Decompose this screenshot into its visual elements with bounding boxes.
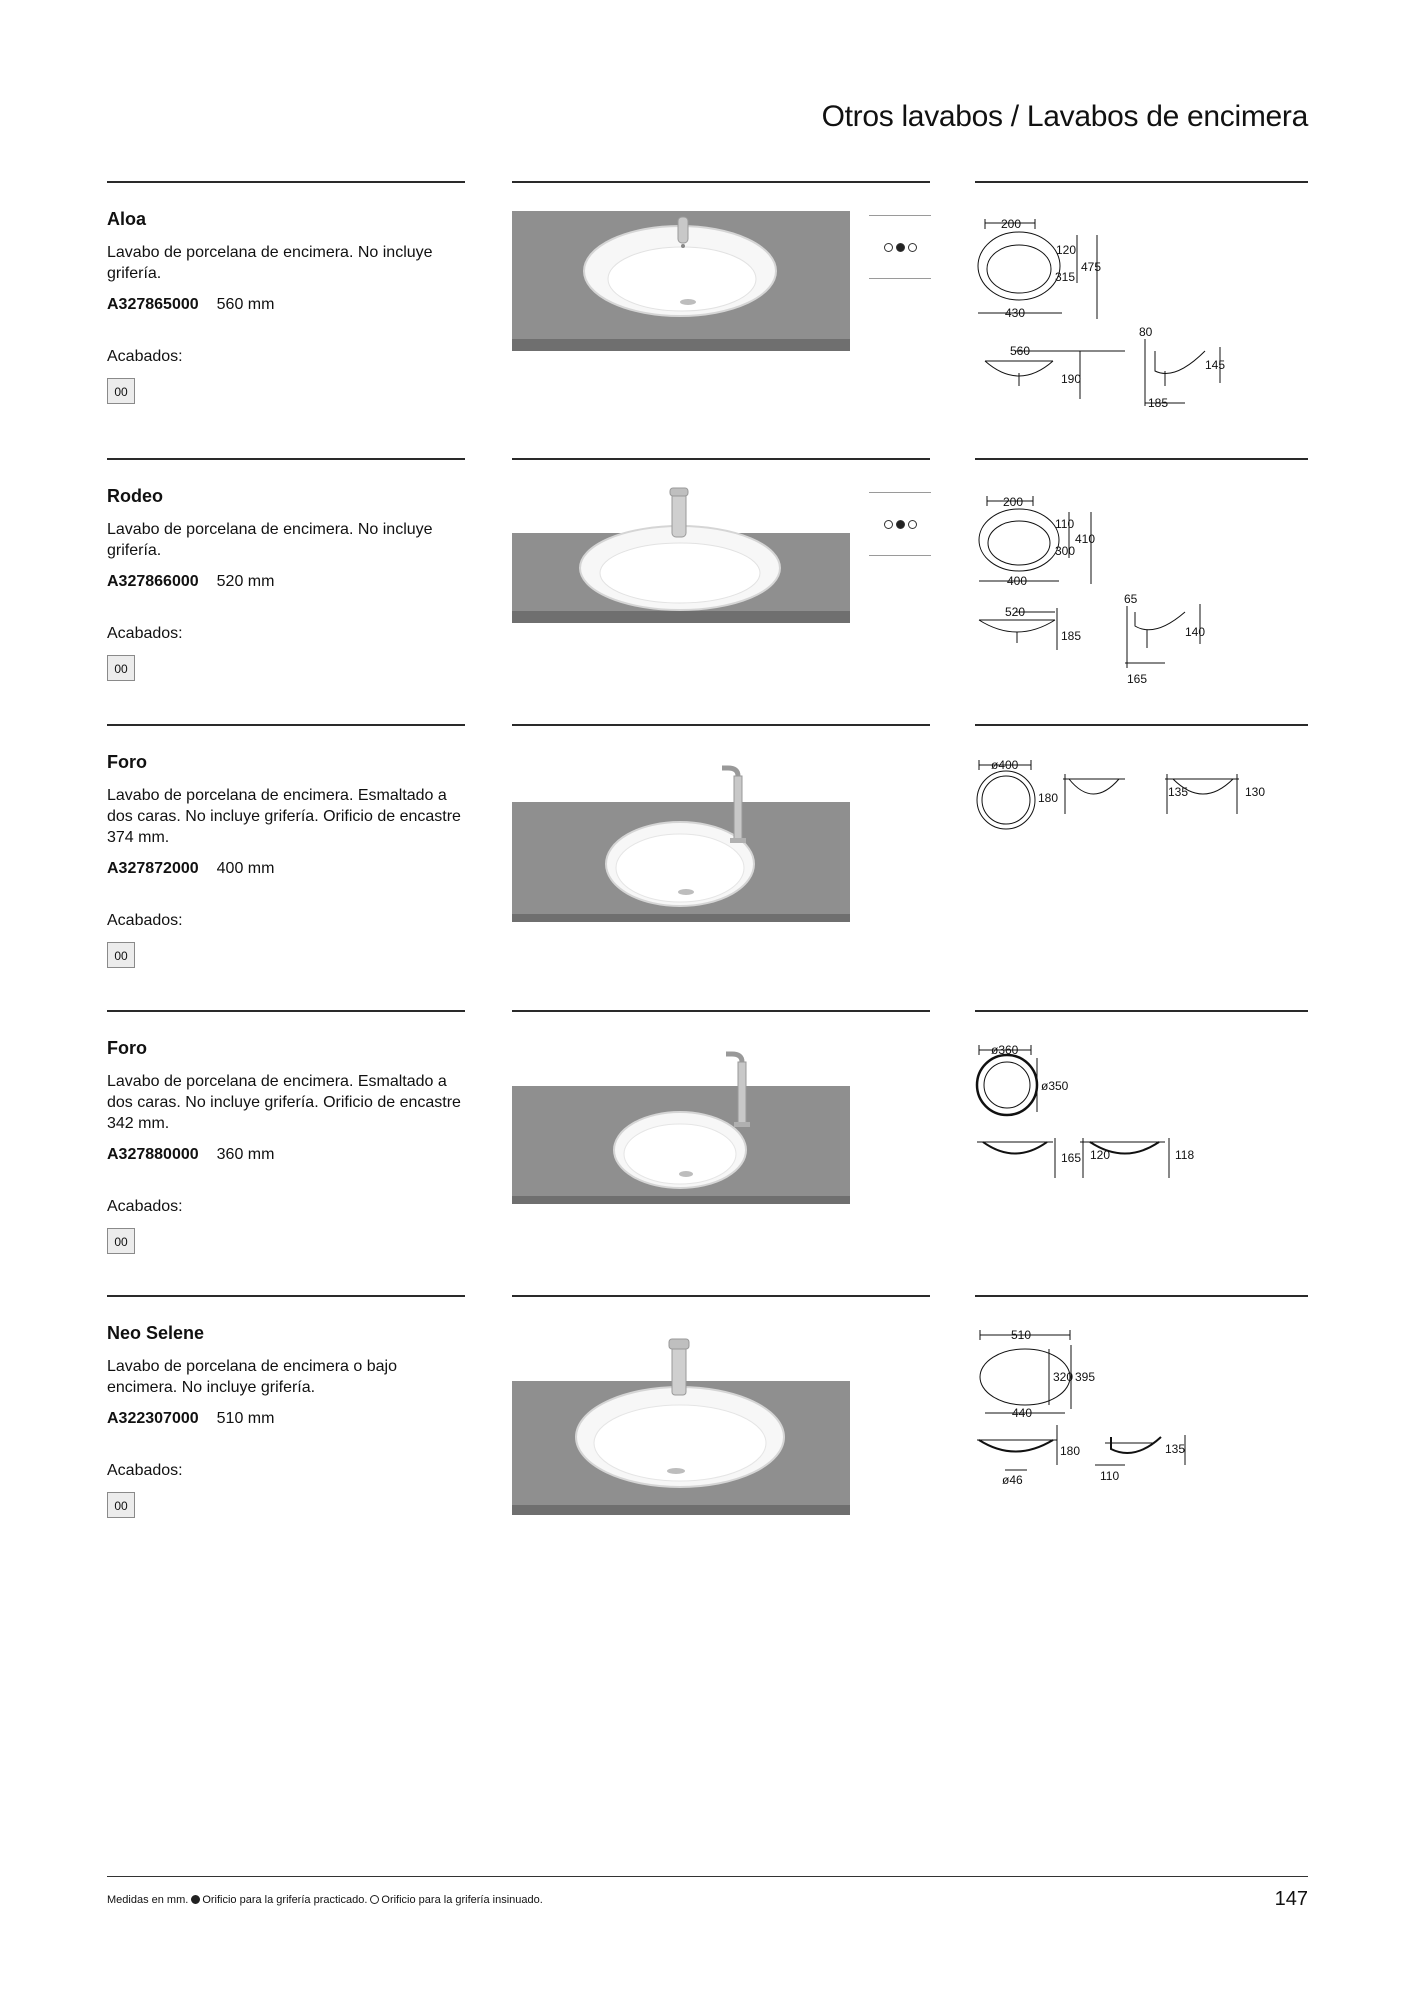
column-rule-drawing	[975, 458, 1308, 460]
product-description: Lavabo de porcelana de encimera. Esmaltado a dos caras. No incluye grifería. Orificio de encastre 374 mm.	[107, 787, 461, 846]
finishes-label: Acabados:	[107, 1198, 183, 1215]
svg-text:430: 430	[1005, 306, 1026, 320]
finishes-label: Acabados:	[107, 348, 183, 365]
column-rule-photo	[512, 1295, 930, 1297]
product-code: A327872000	[107, 860, 199, 877]
hole-drilled-icon	[896, 243, 905, 252]
svg-text:130: 130	[1245, 785, 1266, 799]
svg-text:185: 185	[1148, 396, 1169, 410]
product-photo	[512, 1333, 850, 1515]
product-name: Neo Selene	[107, 1323, 205, 1343]
svg-text:118: 118	[1175, 1148, 1195, 1162]
product-description: Lavabo de porcelana de encimera o bajo encimera. No incluye grifería.	[107, 1358, 397, 1396]
svg-text:165: 165	[1127, 672, 1148, 686]
product-description: Lavabo de porcelana de encimera. Esmaltado a dos caras. No incluye grifería. Orificio de encastre 342 mm.	[107, 1073, 461, 1132]
tap-hole-indicator	[869, 215, 931, 279]
svg-text:200: 200	[1003, 495, 1024, 509]
svg-text:410: 410	[1075, 532, 1096, 546]
column-rule-photo	[512, 1010, 930, 1012]
hole-suggested-icon	[884, 243, 893, 252]
product-description: Lavabo de porcelana de encimera. No incluye grifería.	[107, 244, 433, 282]
product-info	[107, 724, 467, 968]
svg-text:ø350: ø350	[1041, 1079, 1069, 1093]
product-size: 360 mm	[216, 1146, 275, 1163]
svg-text:520: 520	[1005, 605, 1026, 619]
svg-text:560: 560	[1010, 344, 1031, 358]
hole-suggested-icon	[370, 1895, 379, 1904]
column-rule-drawing	[975, 1295, 1308, 1297]
tap-hole-indicator	[869, 492, 931, 556]
product-name: Rodeo	[107, 486, 163, 506]
hole-suggested-icon	[908, 243, 917, 252]
column-rule-drawing	[975, 1010, 1308, 1012]
product-info	[107, 1010, 467, 1254]
svg-text:185: 185	[1061, 629, 1082, 643]
technical-drawing	[975, 754, 1315, 864]
product-code: A327865000	[107, 296, 199, 313]
svg-text:400: 400	[1007, 574, 1028, 588]
svg-text:65: 65	[1124, 592, 1138, 606]
page-number: 147	[1274, 1888, 1308, 1910]
page-title: Otros lavabos / Lavabos de encimera	[821, 100, 1308, 133]
column-rule-drawing	[975, 724, 1308, 726]
product-code: A327866000	[107, 573, 199, 590]
product-reference	[107, 296, 467, 314]
product-photo	[512, 764, 850, 922]
svg-text:135: 135	[1165, 1442, 1186, 1456]
column-rule-photo	[512, 458, 930, 460]
finish-swatch: 00	[107, 1228, 135, 1254]
svg-text:180: 180	[1060, 1444, 1081, 1458]
hole-suggested-icon	[908, 520, 917, 529]
finish-swatch: 00	[107, 1492, 135, 1518]
product-name: Foro	[107, 1038, 147, 1058]
footer-suggested-note: Orificio para la grifería insinuado.	[381, 1894, 543, 1906]
svg-text:315: 315	[1055, 270, 1076, 284]
svg-text:110: 110	[1055, 517, 1075, 531]
footer-legend	[107, 1894, 543, 1906]
product-photo	[512, 211, 850, 351]
product-reference	[107, 1410, 467, 1428]
svg-text:ø360: ø360	[991, 1043, 1019, 1057]
column-rule-drawing	[975, 181, 1308, 183]
svg-text:165: 165	[1061, 1151, 1082, 1165]
product-size: 560 mm	[216, 296, 275, 313]
product-photo	[512, 478, 850, 623]
product-description: Lavabo de porcelana de encimera. No incluye grifería.	[107, 521, 433, 559]
product-size: 520 mm	[216, 573, 275, 590]
product-info	[107, 458, 467, 681]
svg-text:200: 200	[1001, 217, 1022, 231]
product-code: A327880000	[107, 1146, 199, 1163]
hole-drilled-icon	[896, 520, 905, 529]
svg-text:120: 120	[1090, 1148, 1111, 1162]
finish-swatch: 00	[107, 655, 135, 681]
column-rule-photo	[512, 724, 930, 726]
finishes-label: Acabados:	[107, 912, 183, 929]
svg-text:110: 110	[1100, 1469, 1120, 1483]
product-info	[107, 181, 467, 404]
svg-text:510: 510	[1011, 1328, 1032, 1342]
finish-swatch: 00	[107, 378, 135, 404]
svg-text:300: 300	[1055, 544, 1076, 558]
technical-drawing	[975, 1325, 1315, 1505]
svg-text:440: 440	[1012, 1406, 1033, 1420]
svg-text:140: 140	[1185, 625, 1206, 639]
technical-drawing	[975, 1040, 1315, 1165]
svg-text:180: 180	[1038, 791, 1059, 805]
product-name: Aloa	[107, 209, 147, 229]
finish-swatch: 00	[107, 942, 135, 968]
product-reference	[107, 573, 467, 591]
technical-drawing	[975, 211, 1315, 421]
product-code: A322307000	[107, 1410, 199, 1427]
svg-text:120: 120	[1056, 243, 1077, 257]
svg-text:190: 190	[1061, 372, 1082, 386]
svg-text:395: 395	[1075, 1370, 1096, 1384]
svg-text:145: 145	[1205, 358, 1226, 372]
hole-suggested-icon	[884, 520, 893, 529]
svg-text:135: 135	[1168, 785, 1189, 799]
product-photo	[512, 1050, 850, 1204]
svg-text:ø46: ø46	[1002, 1473, 1023, 1487]
product-size: 510 mm	[216, 1410, 275, 1427]
svg-text:80: 80	[1139, 325, 1153, 339]
product-info	[107, 1295, 467, 1518]
finishes-label: Acabados:	[107, 1462, 183, 1479]
svg-text:320: 320	[1053, 1370, 1074, 1384]
svg-text:475: 475	[1081, 260, 1102, 274]
footer-drilled-note: Orificio para la grifería practicado.	[202, 1894, 368, 1906]
footer-rule	[107, 1876, 1308, 1877]
footer-units-note: Medidas en mm.	[107, 1894, 189, 1906]
svg-text:ø400: ø400	[991, 758, 1019, 772]
column-rule-photo	[512, 181, 930, 183]
product-reference	[107, 860, 467, 878]
product-reference	[107, 1146, 467, 1164]
product-size: 400 mm	[216, 860, 275, 877]
finishes-label: Acabados:	[107, 625, 183, 642]
product-name: Foro	[107, 752, 147, 772]
technical-drawing	[975, 488, 1315, 688]
hole-drilled-icon	[191, 1895, 200, 1904]
